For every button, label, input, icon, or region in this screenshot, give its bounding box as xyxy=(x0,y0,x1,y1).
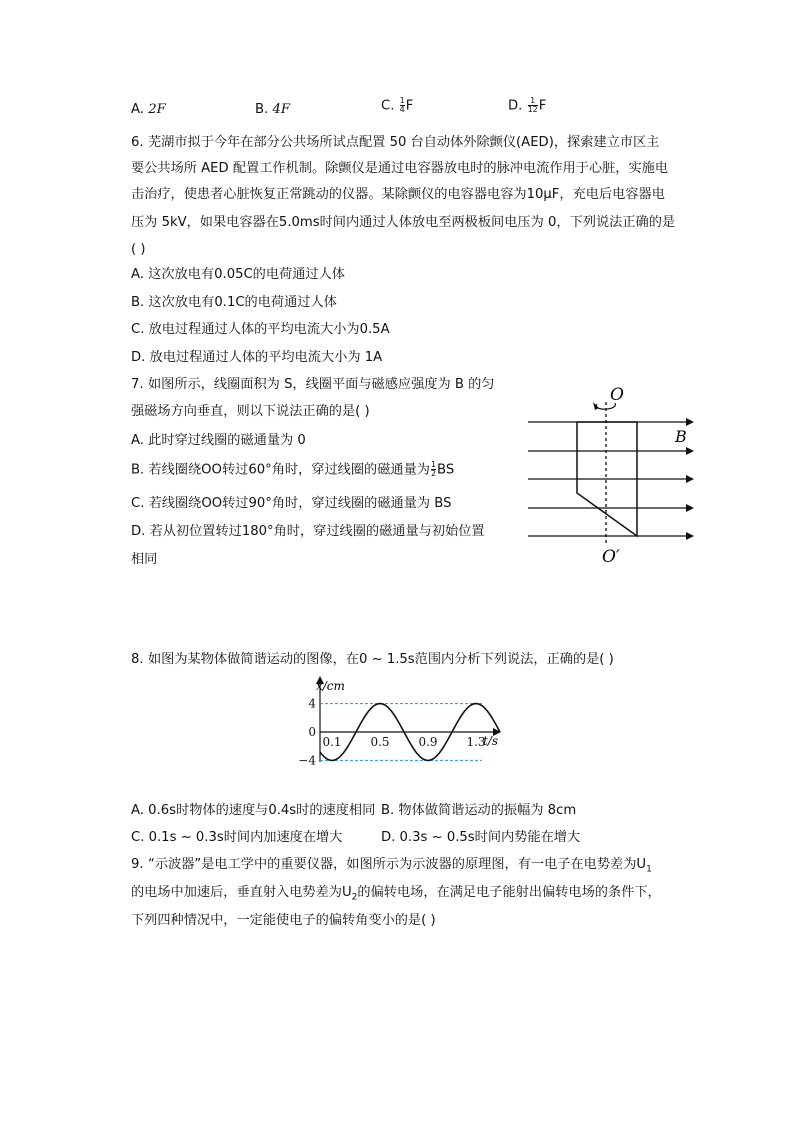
q7-stem-line2: 强磁场方向垂直，则以下说法正确的是( ) xyxy=(131,404,370,419)
label-o: O xyxy=(610,385,624,405)
label-o-prime: O′ xyxy=(602,547,620,567)
q6-option-c: C. 放电过程通过人体的平均电流大小为0.5A xyxy=(131,322,390,337)
q6-stem-line5: ( ) xyxy=(131,242,146,257)
q6-option-d: D. 放电过程通过人体的平均电流大小为 1A xyxy=(131,350,383,365)
x-tick-label: 0.1 xyxy=(322,735,342,749)
q9-stem-line2: 的电场中加速后，垂直射入电势差为$U_2$的偏转电场，在满足电子能射出偏转电场的条件下， xyxy=(131,885,661,903)
q5-option-b: B. 4F xyxy=(255,102,290,117)
x-tick-label: 1.3 xyxy=(466,735,486,749)
q6-stem-line3: 击治疗，使患者心脏恢复正常跳动的仪器。某除颤仪的电容器电容为10μF，充电后电容器电 xyxy=(131,187,665,202)
q9-stem-line1: “示波器”是电工学中的重要仪器，如图所示为示波器的原理图，有一电子在电势差为$U_1$ xyxy=(148,857,652,875)
label-b: B xyxy=(675,427,687,446)
q8-option-d: D. 0.3s ~ 0.5s时间内势能在增大 xyxy=(381,830,581,845)
q5-option-c: C. $\frac{1}{4}$ F xyxy=(381,96,414,114)
q6-option-b: B. 这次放电有0.1C的电荷通过人体 xyxy=(131,295,337,310)
q7-option-d-line2: 相同 xyxy=(131,552,158,567)
q7-option-c: C. 若线圈绕OO转过90°角时，穿过线圈的磁通量为 BS xyxy=(131,496,452,511)
q5-option-d: D. $\frac{1}{12}$ F xyxy=(508,96,547,114)
q7-option-a: A. 此时穿过线圈的磁通量为 0 xyxy=(131,433,306,448)
y-tick-label: 0 xyxy=(308,725,316,739)
q6-option-a: A. 这次放电有0.05C的电荷通过人体 xyxy=(131,267,345,282)
q7-number: 7. xyxy=(131,377,144,392)
q7-coil-figure xyxy=(520,380,700,568)
q7-option-d-line1: D. 若从初位置转过180°角时，穿过线圈的磁通量与初始位置 xyxy=(131,524,485,539)
q6-stem-line4: 压为 5kV，如果电容器在5.0ms时间内通过人体放电至两极板间电压为 0，下列说法正确的是 xyxy=(131,215,676,230)
x-tick-label: 0.9 xyxy=(418,735,438,749)
q9-number: 9. xyxy=(131,857,144,872)
q8-stem: 如图为某物体做简谐运动的图像，在0 ~ 1.5s范围内分析下列说法，正确的是( ) xyxy=(148,652,614,667)
q5-option-a: A. 2F xyxy=(131,102,166,117)
q8-option-b: B. 物体做简谐运动的振幅为 8cm xyxy=(381,803,577,818)
q6-number: 6. xyxy=(131,135,144,150)
q6-stem-line1: 芜湖市拟于今年在部分公共场所试点配置 50 台自动体外除颤仪(AED)，探索建立市区主 xyxy=(148,135,660,150)
y-tick-label: −4 xyxy=(298,753,316,768)
x-axis-label: t/s xyxy=(483,734,499,748)
q8-option-c: C. 0.1s ~ 0.3s时间内加速度在增大 xyxy=(131,830,343,845)
y-axis-label: x/cm xyxy=(316,679,345,693)
q8-number: 8. xyxy=(131,652,144,667)
q8-option-a: A. 0.6s时物体的速度与0.4s时的速度相同 xyxy=(131,803,376,818)
y-tick-label: 4 xyxy=(308,696,316,711)
q8-shm-chart xyxy=(290,674,510,774)
x-tick-label: 0.5 xyxy=(370,735,390,749)
q9-stem-line3: 下列四种情况中，一定能使电子的偏转角变小的是( ) xyxy=(131,913,436,928)
q6-stem-line2: 要公共场所 AED 配置工作机制。除颤仪是通过电容器放电时的脉冲电流作用于心脏，实施电 xyxy=(131,161,669,176)
q7-stem-line1: 如图所示，线圈面积为 S，线圈平面与磁感应强度为 B 的匀 xyxy=(148,377,495,392)
q7-option-b: B. 若线圈绕OO转过60°角时，穿过线圈的磁通量为 $\frac{1}{2}$ BS xyxy=(131,460,455,478)
